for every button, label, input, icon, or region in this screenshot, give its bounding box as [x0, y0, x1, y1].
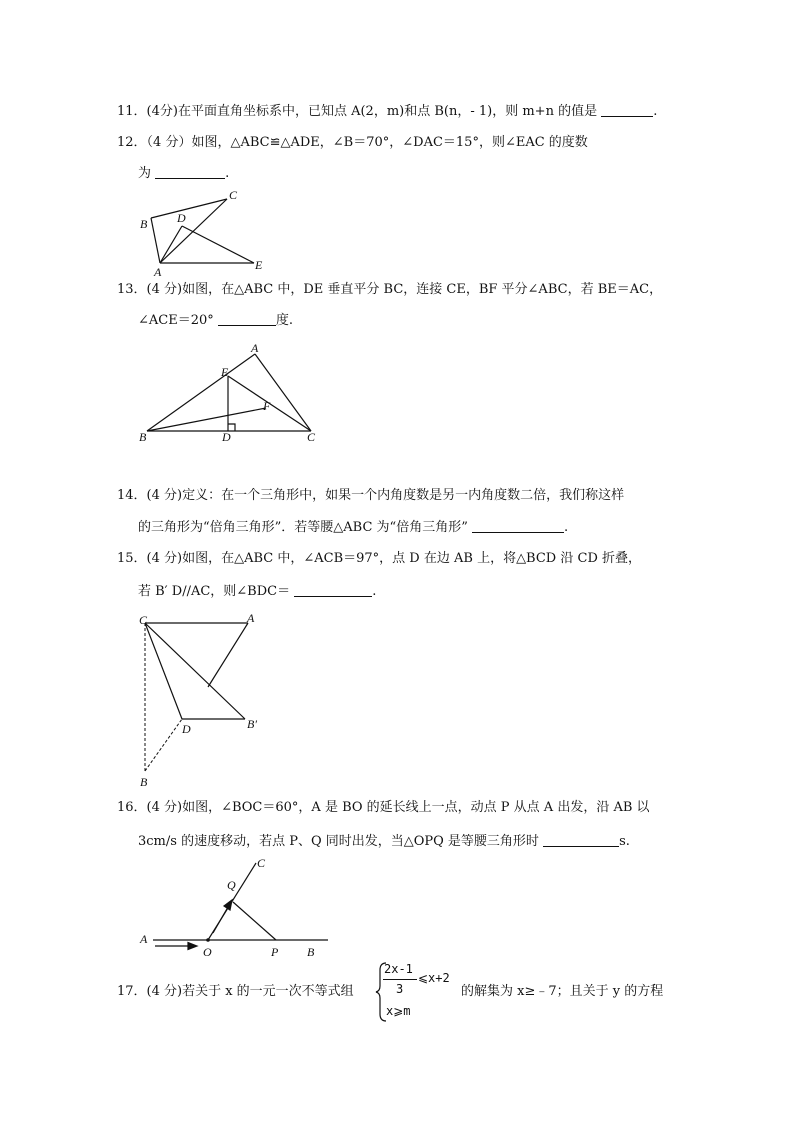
label-e: E: [255, 258, 263, 272]
question-12-line1: 12．（4 分）如图，△ABC≌△ADE，∠B＝70°，∠DAC＝15°，则∠EAC 的度数: [117, 135, 588, 150]
question-13-line2: [138, 311, 293, 330]
question-16-figure: [135, 855, 330, 960]
question-14-text: 的三角形为“倍角三角形”．若等腰△ABC 为“倍角三角形”: [138, 520, 468, 535]
question-16-line2: [138, 832, 630, 851]
question-13-line1: 13．(4 分)如图，在△ABC 中，DE 垂直平分 BC，连接 CE，BF 平分∠ABC，若 BE＝AC，: [117, 282, 663, 297]
fraction-numerator: 2x-1: [384, 962, 413, 976]
label-b: B: [139, 430, 147, 444]
answer-blank: [601, 102, 653, 117]
label-b: B: [140, 775, 148, 789]
fraction-denominator: 3: [396, 982, 404, 996]
question-16-line1: 16．(4 分)如图，∠BOC＝60°，A 是 BO 的延长线上一点，动点 P 从点 A 出发，沿 AB 以: [117, 800, 650, 815]
inequality-1-rhs: ⩽x+2: [418, 971, 450, 985]
question-15-line1: 15．(4 分)如图，在△ABC 中，∠ACB＝97°，点 D 在边 AB 上，将△BCD 沿 CD 折叠，: [117, 551, 641, 566]
answer-blank: [218, 311, 276, 326]
label-a: A: [154, 265, 162, 279]
question-13-angle: ∠ACE＝20°: [138, 313, 214, 328]
label-a: A: [251, 341, 259, 355]
label-o: O: [203, 945, 212, 959]
question-13-end: 度.: [275, 313, 294, 328]
point-o: [206, 938, 210, 942]
label-b-prime: B′: [247, 717, 257, 731]
question-13-figure: [135, 340, 325, 450]
label-d: D: [222, 430, 231, 444]
question-16-end: s.: [619, 834, 630, 849]
question-15-figure: [135, 606, 275, 791]
question-17-prefix: 17．(4 分)若关于 x 的一元一次不等式组: [117, 984, 354, 999]
label-p: P: [271, 945, 279, 959]
question-17-suffix: 的解集为 x≥﹣7；且关于 y 的方程: [461, 984, 664, 999]
fraction-bar: [383, 979, 417, 980]
inequality-2: x⩾m: [386, 1004, 411, 1018]
label-c: C: [229, 188, 238, 202]
answer-blank: [155, 164, 225, 179]
answer-blank: [543, 832, 619, 847]
label-d: D: [177, 211, 186, 225]
label-e: E: [221, 365, 229, 379]
question-16-text: 3cm/s 的速度移动，若点 P、Q 同时出发，当△OPQ 是等腰三角形时: [138, 834, 539, 849]
question-12-end: .: [225, 166, 230, 181]
label-q: Q: [227, 878, 236, 892]
question-14-end: .: [563, 520, 569, 535]
answer-blank: [294, 582, 372, 597]
question-14-line2: [138, 518, 568, 537]
question-11: [117, 102, 657, 121]
label-c: C: [307, 430, 316, 444]
question-11-text: 11．(4分)在平面直角坐标系中，已知点 A(2，m)和点 B(n，- 1)，则 m+n 的值是: [117, 104, 598, 119]
question-12-prefix: 为: [138, 166, 152, 181]
label-a: A: [247, 611, 255, 625]
question-12-line2: [138, 164, 229, 183]
question-15-text: 若 B′ D//AC，则∠BDC＝: [138, 584, 291, 599]
question-14-line1: 14．(4 分)定义：在一个三角形中，如果一个内角度数是另一内角度数二倍，我们称这样: [117, 488, 625, 503]
question-11-end: .: [653, 104, 658, 119]
label-c: C: [139, 613, 148, 627]
question-15-end: .: [372, 584, 377, 599]
label-b: B: [307, 945, 315, 959]
answer-blank: [472, 518, 564, 533]
label-d: D: [182, 722, 191, 736]
label-f: F: [263, 399, 271, 413]
label-c: C: [257, 856, 266, 870]
label-a: A: [140, 932, 148, 946]
label-b: B: [140, 217, 148, 231]
question-15-line2: [138, 582, 376, 601]
question-12-figure: [130, 186, 270, 279]
